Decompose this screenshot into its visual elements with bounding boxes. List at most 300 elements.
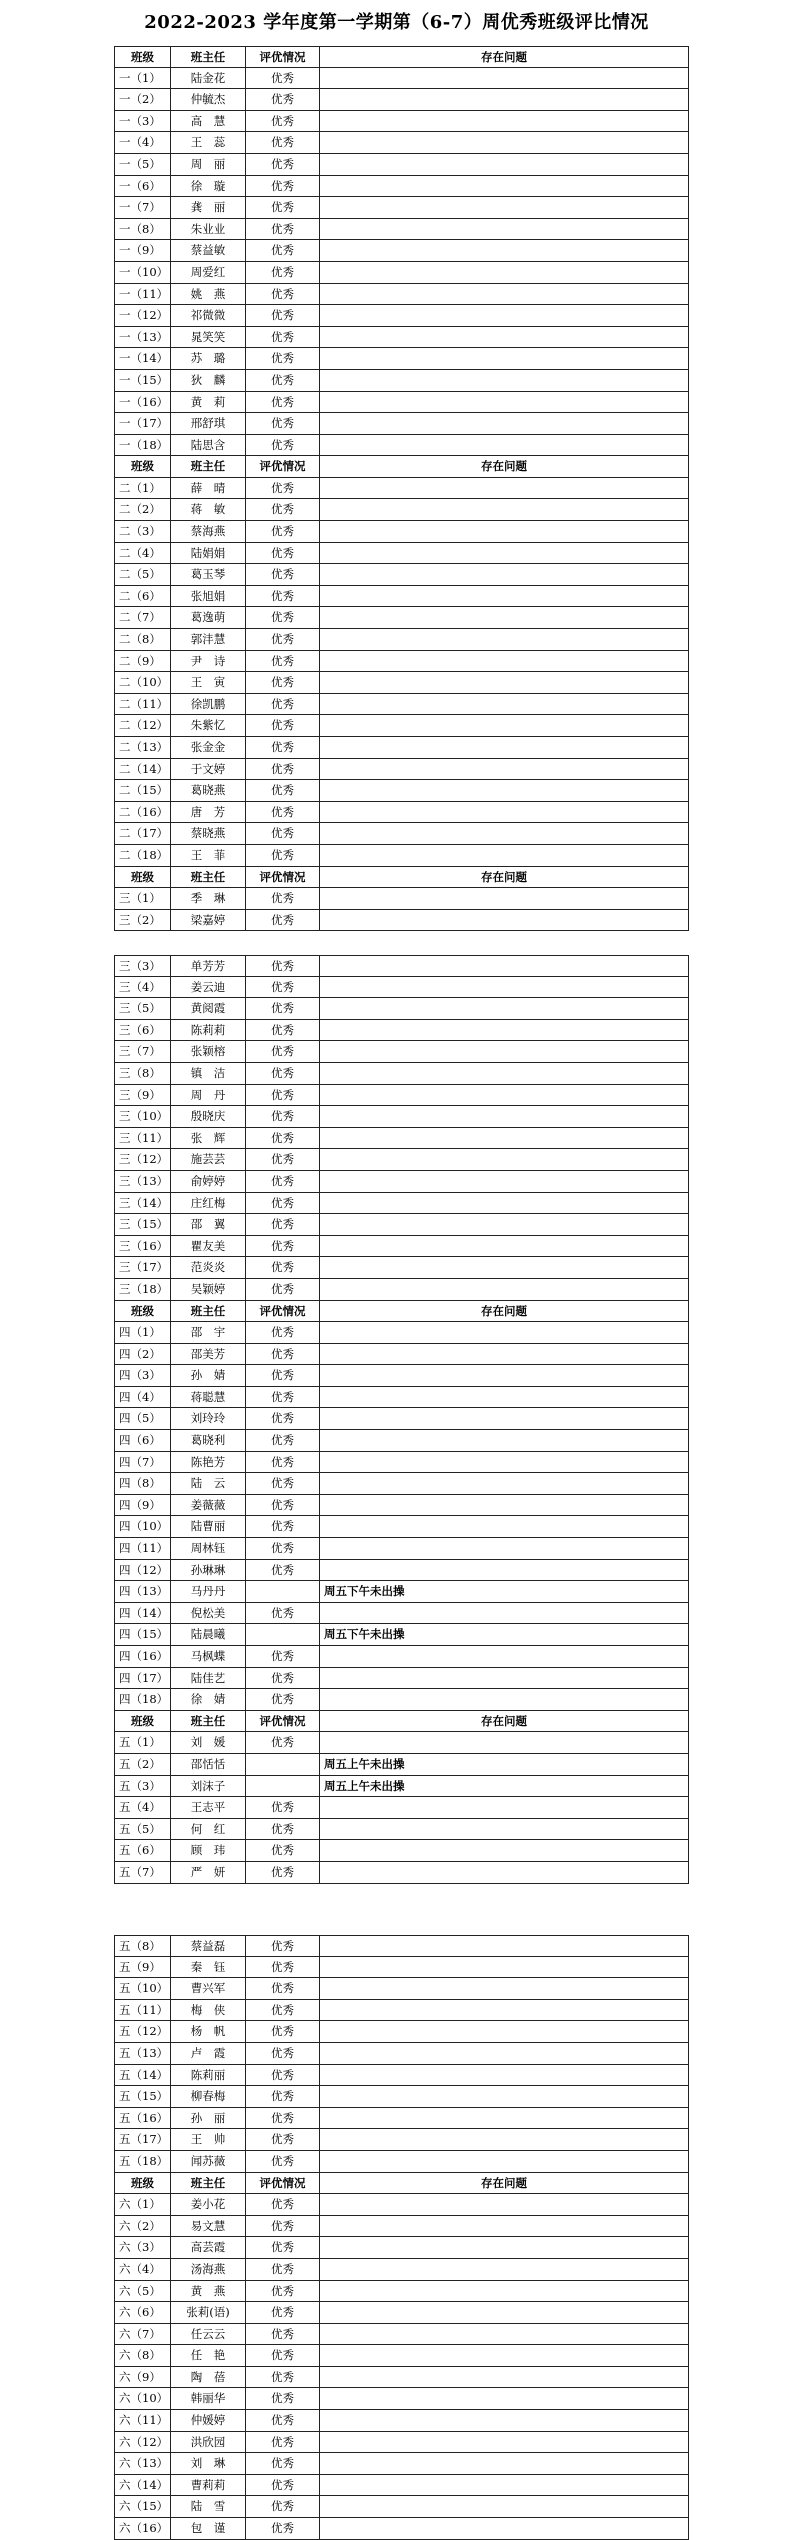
class-cell: 二（9） [115,651,171,672]
table-row [114,2367,689,2389]
issue-cell [320,89,688,110]
teacher-cell: 邵美芳 [171,1344,246,1365]
table-row [114,1344,689,1366]
table-row [114,1538,689,1560]
rating-cell: 优秀 [246,284,320,305]
class-cell: 四（3） [115,1365,171,1386]
class-cell: 六（8） [115,2345,171,2366]
teacher-cell: 张旭娟 [171,586,246,607]
table-row [114,1754,689,1776]
class-cell: 三（14） [115,1193,171,1214]
table-row [114,1149,689,1171]
teacher-cell: 汤海燕 [171,2259,246,2280]
teacher-cell: 施芸芸 [171,1149,246,1170]
table-row [114,1365,689,1387]
table-row [114,2496,689,2518]
table-row [114,413,689,435]
issue-cell [320,2410,688,2431]
rating-cell: 优秀 [246,845,320,866]
rating-cell: 优秀 [246,1020,320,1041]
class-cell: 五（18） [115,2151,171,2172]
issue-cell [320,1322,688,1343]
issue-cell [320,2065,688,2086]
issue-cell [320,2475,688,2496]
table-row [114,694,689,716]
table-row [114,1106,689,1128]
issue-cell [320,2108,688,2129]
issue-cell [320,2043,688,2064]
issue-cell [320,284,688,305]
table-header-row [114,456,689,478]
table-row [114,1732,689,1754]
table-row [114,2259,689,2281]
header-class: 班级 [115,47,171,67]
table-row [114,68,689,90]
table-row [114,1957,689,1979]
teacher-cell: 高芸霞 [171,2237,246,2258]
class-cell: 三（3） [115,956,171,976]
rating-cell: 优秀 [246,1560,320,1581]
table-header-row [114,867,689,889]
issue-cell [320,543,688,564]
rating-cell: 优秀 [246,2151,320,2172]
class-cell: 六（2） [115,2216,171,2237]
teacher-cell: 葛玉琴 [171,564,246,585]
rating-cell: 优秀 [246,1236,320,1257]
table-row [114,1257,689,1279]
table-row [114,1020,689,1042]
class-cell: 四（13） [115,1581,171,1602]
class-cell: 五（13） [115,2043,171,2064]
rating-cell: 优秀 [246,910,320,931]
issue-cell [320,2281,688,2302]
rating-cell: 优秀 [246,413,320,434]
rating-cell: 优秀 [246,1387,320,1408]
teacher-cell: 陈莉丽 [171,2065,246,2086]
table-row [114,1819,689,1841]
table-row [114,1430,689,1452]
teacher-cell: 俞婷婷 [171,1171,246,1192]
table-row [114,2065,689,2087]
class-cell: 一（1） [115,68,171,89]
class-cell: 五（9） [115,1957,171,1978]
rating-cell: 优秀 [246,2281,320,2302]
class-cell: 四（14） [115,1603,171,1624]
rating-cell [246,1624,320,1645]
header-rating: 评优情况 [246,2173,320,2194]
issue-cell [320,888,688,909]
issue-cell [320,694,688,715]
teacher-cell: 王 菲 [171,845,246,866]
issue-cell [320,197,688,218]
class-cell: 四（16） [115,1646,171,1667]
rating-cell: 优秀 [246,370,320,391]
issue-cell [320,1957,688,1978]
issue-cell [320,977,688,998]
rating-cell: 优秀 [246,672,320,693]
class-cell: 四（12） [115,1560,171,1581]
issue-cell [320,154,688,175]
rating-cell: 优秀 [246,543,320,564]
class-cell: 四（15） [115,1624,171,1645]
rating-cell: 优秀 [246,305,320,326]
issue-cell [320,413,688,434]
issue-cell [320,1257,688,1278]
class-cell: 六（16） [115,2518,171,2539]
teacher-cell: 孙琳琳 [171,1560,246,1581]
teacher-cell: 邵 翼 [171,1214,246,1235]
teacher-cell: 陈艳芳 [171,1452,246,1473]
table-row [114,1797,689,1819]
class-cell: 一（9） [115,240,171,261]
teacher-cell: 陆佳艺 [171,1668,246,1689]
class-cell: 二（1） [115,478,171,499]
class-cell: 三（16） [115,1236,171,1257]
teacher-cell: 蒋聪慧 [171,1387,246,1408]
rating-cell: 优秀 [246,1603,320,1624]
table-row [114,1473,689,1495]
issue-cell [320,1387,688,1408]
issue-cell [320,672,688,693]
rating-cell [246,1754,320,1775]
class-cell: 一（11） [115,284,171,305]
table-row [114,1193,689,1215]
teacher-cell: 韩丽华 [171,2388,246,2409]
rating-cell: 优秀 [246,2086,320,2107]
class-cell: 一（2） [115,89,171,110]
issue-cell [320,651,688,672]
table-row [114,2129,689,2151]
issue-cell [320,327,688,348]
issue-cell [320,499,688,520]
class-cell: 一（14） [115,348,171,369]
teacher-cell: 马丹丹 [171,1581,246,1602]
issue-cell [320,1279,688,1300]
class-cell: 一（12） [115,305,171,326]
class-cell: 四（8） [115,1473,171,1494]
rating-cell: 优秀 [246,89,320,110]
rating-cell: 优秀 [246,737,320,758]
table-row [114,2000,689,2022]
class-cell: 三（12） [115,1149,171,1170]
issue-cell [320,111,688,132]
rating-cell: 优秀 [246,888,320,909]
rating-cell: 优秀 [246,823,320,844]
teacher-cell: 姚 燕 [171,284,246,305]
table-row [114,1452,689,1474]
table-row [114,737,689,759]
issue-cell [320,2518,688,2539]
teacher-cell: 梁嘉婷 [171,910,246,931]
class-cell: 一（16） [115,392,171,413]
class-cell: 二（14） [115,759,171,780]
rating-table-part-2 [114,955,689,1884]
teacher-cell: 邵 宇 [171,1322,246,1343]
issue-cell [320,564,688,585]
teacher-cell: 王志平 [171,1797,246,1818]
rating-cell: 优秀 [246,2518,320,2539]
issue-cell [320,1668,688,1689]
issue-cell [320,1236,688,1257]
class-cell: 五（5） [115,1819,171,1840]
teacher-cell: 任云云 [171,2324,246,2345]
table-row [114,2453,689,2475]
class-cell: 六（10） [115,2388,171,2409]
teacher-cell: 刘玲玲 [171,1408,246,1429]
rating-cell: 优秀 [246,132,320,153]
class-cell: 五（12） [115,2021,171,2042]
table-row [114,392,689,414]
header-teacher: 班主任 [171,867,246,888]
teacher-cell: 单芳芳 [171,956,246,976]
rating-cell: 优秀 [246,219,320,240]
class-cell: 四（17） [115,1668,171,1689]
table-row [114,1978,689,2000]
rating-cell: 优秀 [246,1957,320,1978]
teacher-cell: 狄 麟 [171,370,246,391]
table-row [114,1776,689,1798]
rating-cell: 优秀 [246,1668,320,1689]
table-row [114,1408,689,1430]
class-cell: 二（15） [115,780,171,801]
rating-cell: 优秀 [246,2000,320,2021]
rating-cell: 优秀 [246,2302,320,2323]
class-cell: 一（4） [115,132,171,153]
issue-cell [320,1646,688,1667]
table-row [114,1935,689,1957]
issue-cell: 周五上午未出操 [324,1778,405,1793]
teacher-cell: 黄阅霞 [171,998,246,1019]
table-row [114,564,689,586]
rating-cell: 优秀 [246,2065,320,2086]
rating-cell: 优秀 [246,240,320,261]
teacher-cell: 徐 婧 [171,1689,246,1710]
teacher-cell: 陆娟娟 [171,543,246,564]
issue-cell: 周五下午未出操 [324,1584,405,1599]
rating-cell: 优秀 [246,1365,320,1386]
teacher-cell: 苏 璐 [171,348,246,369]
table-row [114,607,689,629]
table-row [114,499,689,521]
issue-cell [320,1978,688,1999]
table-row [114,89,689,111]
class-cell: 一（7） [115,197,171,218]
rating-cell: 优秀 [246,1041,320,1062]
rating-cell: 优秀 [246,348,320,369]
rating-cell: 优秀 [246,651,320,672]
rating-cell: 优秀 [246,1344,320,1365]
table-row [114,1236,689,1258]
rating-cell: 优秀 [246,956,320,976]
class-cell: 四（4） [115,1387,171,1408]
teacher-cell: 蔡海燕 [171,521,246,542]
issue-cell [320,1689,688,1710]
class-cell: 五（4） [115,1797,171,1818]
table-row [114,823,689,845]
rating-cell: 优秀 [246,327,320,348]
issue-cell [320,262,688,283]
rating-cell: 优秀 [246,2043,320,2064]
table-row [114,2237,689,2259]
table-header-row [114,2173,689,2195]
teacher-cell: 范炎炎 [171,1257,246,1278]
table-row [114,478,689,500]
table-row [114,802,689,824]
table-row [114,2410,689,2432]
table-row [114,284,689,306]
issue-cell [320,1149,688,1170]
teacher-cell: 尹 诗 [171,651,246,672]
issue-cell [320,305,688,326]
table-row [114,197,689,219]
header-rating: 评优情况 [246,1711,320,1732]
teacher-cell: 葛晓燕 [171,780,246,801]
table-row [114,111,689,133]
table-row [114,2216,689,2238]
teacher-cell: 王 寅 [171,672,246,693]
table-row [114,845,689,867]
table-row [114,1603,689,1625]
issue-cell [320,737,688,758]
table-row [114,327,689,349]
table-row [114,1085,689,1107]
rating-cell: 优秀 [246,1257,320,1278]
teacher-cell: 龚 丽 [171,197,246,218]
class-cell: 四（5） [115,1408,171,1429]
header-rating: 评优情况 [246,867,320,888]
teacher-cell: 徐凯鹏 [171,694,246,715]
teacher-cell: 严 妍 [171,1862,246,1883]
header-issue: 存在问题 [481,2175,527,2190]
rating-cell: 优秀 [246,2367,320,2388]
rating-cell: 优秀 [246,1689,320,1710]
issue-cell [320,1344,688,1365]
table-row [114,543,689,565]
table-row [114,521,689,543]
class-cell: 五（6） [115,1840,171,1861]
rating-cell: 优秀 [246,1495,320,1516]
issue-cell [320,629,688,650]
issue-cell [320,780,688,801]
issue-cell [320,1516,688,1537]
rating-cell: 优秀 [246,2021,320,2042]
class-cell: 五（16） [115,2108,171,2129]
teacher-cell: 张金金 [171,737,246,758]
issue-cell [320,2324,688,2345]
table-row [114,1581,689,1603]
table-row [114,1063,689,1085]
teacher-cell: 杨 帆 [171,2021,246,2042]
teacher-cell: 姜云迪 [171,977,246,998]
class-cell: 二（18） [115,845,171,866]
header-class: 班级 [115,867,171,888]
class-cell: 四（9） [115,1495,171,1516]
teacher-cell: 姜薇薇 [171,1495,246,1516]
header-issue: 存在问题 [481,1713,527,1728]
teacher-cell: 王 帅 [171,2129,246,2150]
issue-cell [320,1862,688,1883]
rating-cell: 优秀 [246,1171,320,1192]
issue-cell [320,1819,688,1840]
teacher-cell: 季 琳 [171,888,246,909]
teacher-cell: 包 谨 [171,2518,246,2539]
rating-cell: 优秀 [246,780,320,801]
teacher-cell: 祁微微 [171,305,246,326]
rating-cell: 优秀 [246,1063,320,1084]
class-cell: 二（6） [115,586,171,607]
issue-cell [320,2259,688,2280]
teacher-cell: 张颖榕 [171,1041,246,1062]
issue-cell [320,2129,688,2150]
class-cell: 六（4） [115,2259,171,2280]
class-cell: 五（1） [115,1732,171,1753]
rating-cell: 优秀 [246,1516,320,1537]
teacher-cell: 易文慧 [171,2216,246,2237]
teacher-cell: 梅 侠 [171,2000,246,2021]
teacher-cell: 刘 琳 [171,2453,246,2474]
header-class: 班级 [115,2173,171,2194]
rating-cell: 优秀 [246,2475,320,2496]
table-row [114,629,689,651]
teacher-cell: 邵恬恬 [171,1754,246,1775]
table-row [114,305,689,327]
rating-cell: 优秀 [246,2324,320,2345]
rating-cell: 优秀 [246,111,320,132]
table-row [114,2388,689,2410]
class-cell: 二（11） [115,694,171,715]
teacher-cell: 陶 蓓 [171,2367,246,2388]
teacher-cell: 倪松美 [171,1603,246,1624]
issue-cell [320,607,688,628]
class-cell: 五（2） [115,1754,171,1775]
rating-cell [246,1581,320,1602]
table-row [114,1322,689,1344]
class-cell: 一（13） [115,327,171,348]
teacher-cell: 晁笑笑 [171,327,246,348]
class-cell: 二（10） [115,672,171,693]
rating-cell: 优秀 [246,2216,320,2237]
teacher-cell: 蒋 敏 [171,499,246,520]
table-row [114,955,689,977]
issue-cell [320,435,688,456]
class-cell: 五（10） [115,1978,171,1999]
table-row [114,2345,689,2367]
header-teacher: 班主任 [171,456,246,477]
rating-cell: 优秀 [246,2108,320,2129]
class-cell: 一（3） [115,111,171,132]
issue-cell [320,370,688,391]
table-row [114,2432,689,2454]
rating-cell: 优秀 [246,607,320,628]
rating-cell: 优秀 [246,1797,320,1818]
issue-cell [320,910,688,931]
header-class: 班级 [115,1301,171,1322]
table-row [114,2086,689,2108]
issue-cell [320,1473,688,1494]
teacher-cell: 仲媛婷 [171,2410,246,2431]
teacher-cell: 柳春梅 [171,2086,246,2107]
class-cell: 二（2） [115,499,171,520]
rating-cell: 优秀 [246,802,320,823]
table-row [114,2302,689,2324]
teacher-cell: 吴颖婷 [171,1279,246,1300]
table-row [114,2194,689,2216]
class-cell: 二（12） [115,715,171,736]
class-cell: 二（4） [115,543,171,564]
header-rating: 评优情况 [246,47,320,67]
teacher-cell: 孙 婧 [171,1365,246,1386]
table-row [114,910,689,932]
